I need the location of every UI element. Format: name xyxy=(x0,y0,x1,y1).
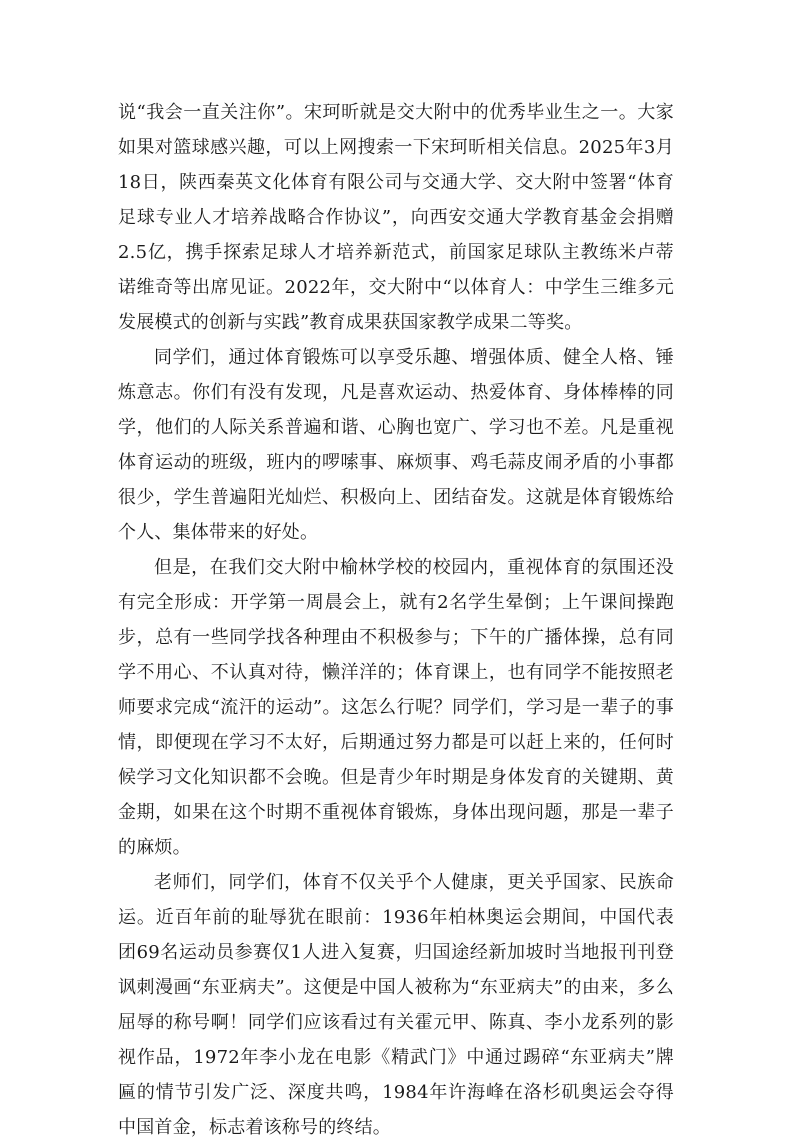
paragraph-problems: 但是，在我们交大附中榆林学校的校园内，重视体育的氛围还没有完全形成：开学第一周晨会上，就有2名学生晕倒；上午课间操跑步，总有一些同学找各种理由不积极参与；下午的广播体操，总有同学不用心、不认真对待，懒洋洋的；体育课上，也有同学不能按照老师要求完成“流汗的运动”。这怎么行呢？同学们，学习是一辈子的事情，即便现在学习不太好，后期通过努力都是可以赶上来的，任何时候学习文化知识都不会晚。但是青少年时期是身体发育的关键期、黄金期，如果在这个时期不重视体育锻炼，身体出现问题，那是一辈子的麻烦。 xyxy=(118,557,674,858)
paragraph-benefits: 同学们，通过体育锻炼可以享受乐趣、增强体质、健全人格、锤炼意志。你们有没有发现，凡是喜欢运动、热爱体育、身体棒棒的同学，他们的人际关系普遍和谐、心胸也宽广、学习也不差。凡是重视体育运动的班级，班内的啰嗦事、麻烦事、鸡毛蒜皮闹矛盾的小事都很少，学生普遍阳光灿烂、积极向上、团结奋发。这就是体育锻炼给个人、集体带来的好处。 xyxy=(118,347,674,543)
paragraph-history: 老师们，同学们，体育不仅关乎个人健康，更关乎国家、民族命运。近百年前的耻辱犹在眼前：1936年柏林奥运会期间，中国代表团69名运动员参赛仅1人进入复赛，归国途经新加坡时当地报刊刊登讽刺漫画“东亚病夫”。这便是中国人被称为“东亚病夫”的由来，多么屈辱的称号啊！同学们应该看过有关霍元甲、陈真、李小龙系列的影视作品，1972年李小龙在电影《精武门》中通过踢碎“东亚病夫”牌匾的情节引发广泛、深度共鸣，1984年许海峰在洛杉矶奥运会夺得中国首金，标志着该称号的终结。 xyxy=(118,872,674,1138)
document-body xyxy=(118,95,674,1145)
paragraph-continuation: 说“我会一直关注你”。宋珂昕就是交大附中的优秀毕业生之一。大家如果对篮球感兴趣，可以上网搜索一下宋珂昕相关信息。2025年3月18日，陕西秦英文化体育有限公司与交通大学、交大附中签署“体育足球专业人才培养战略合作协议”，向西安交通大学教育基金会捐赠2.5亿，携手探索足球人才培养新范式，前国家足球队主教练米卢蒂诺维奇等出席见证。2022年，交大附中“以体育人：中学生三维多元发展模式的创新与实践”教育成果获国家教学成果二等奖。 xyxy=(118,102,674,333)
